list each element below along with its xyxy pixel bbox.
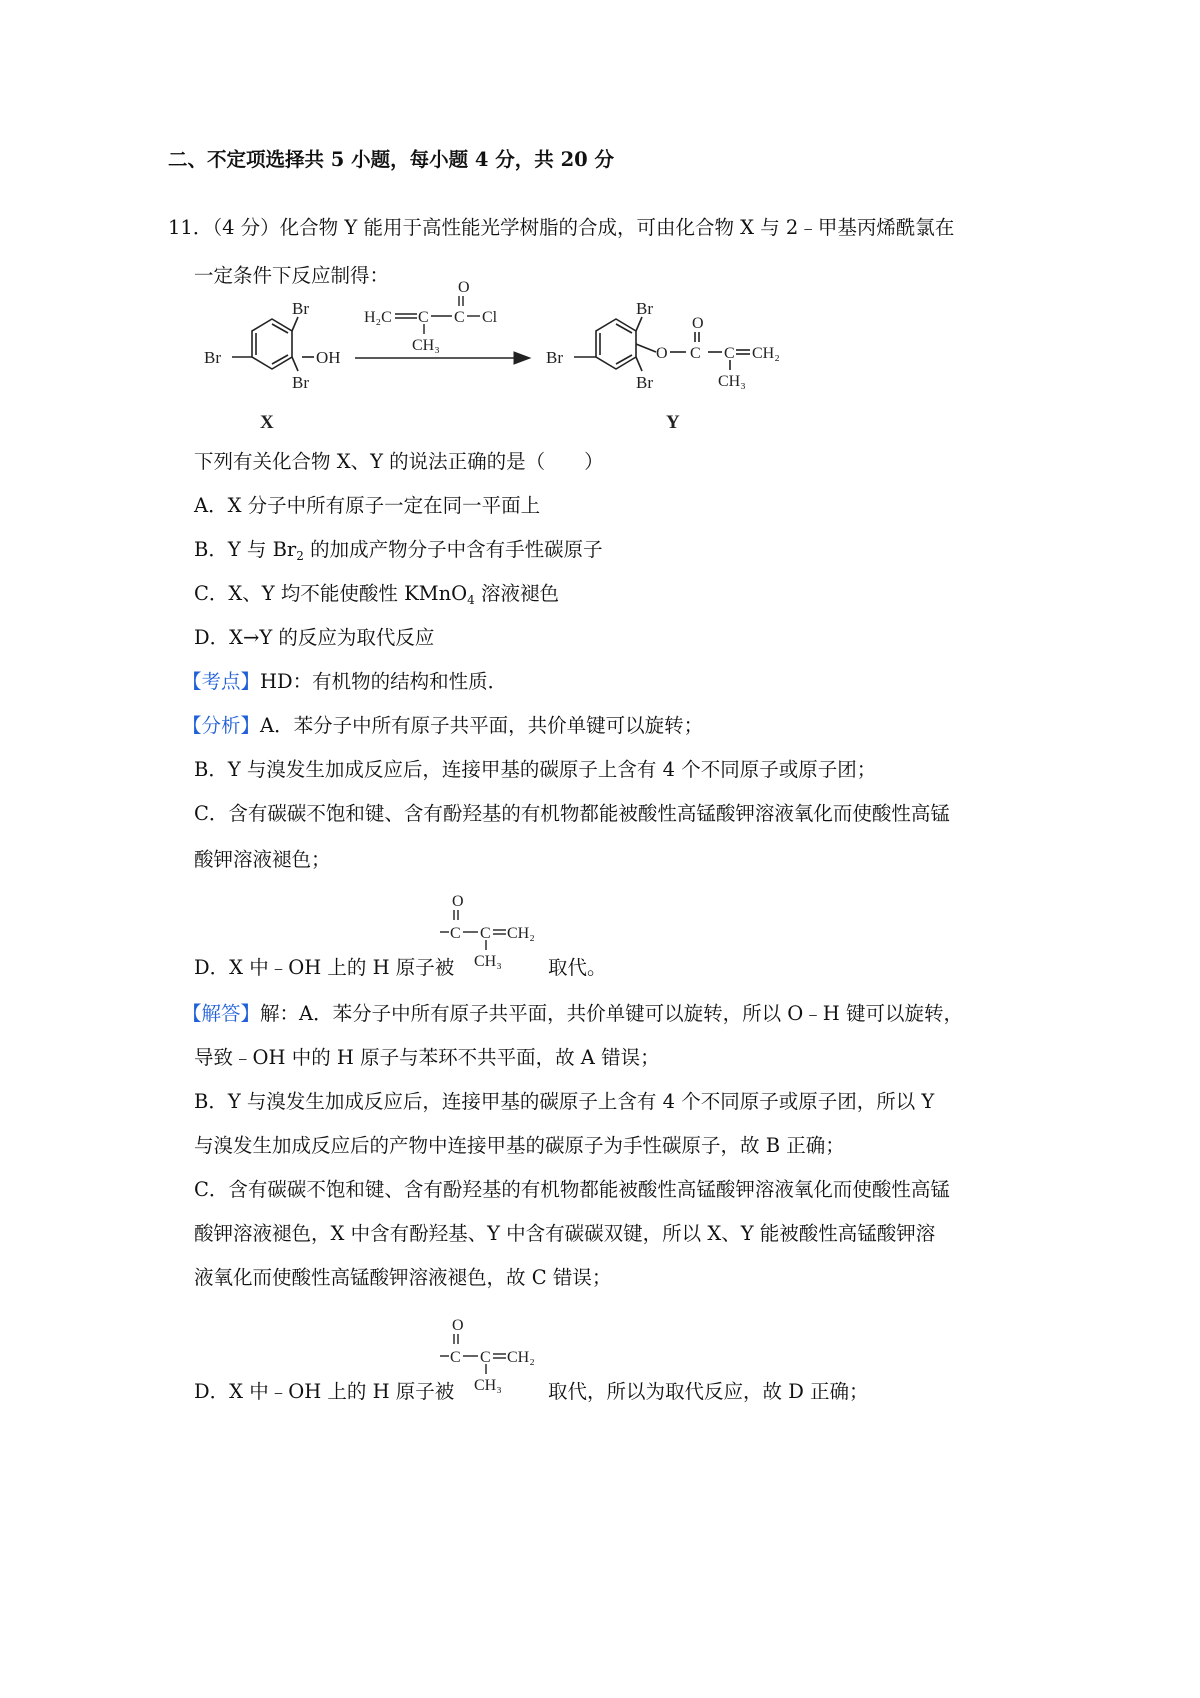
option-a: A．X 分子中所有原子一定在同一平面上 <box>194 494 541 517</box>
fenxi-c2: 酸钾溶液褪色； <box>194 848 331 871</box>
question-line-1: 11．（4 分）化合物 Y 能用于高性能光学树脂的合成，可由化合物 X 与 2﹣甲基丙烯酰氯在 <box>168 216 955 239</box>
option-b-post: 的加成产物分子中含有手性碳原子 <box>303 538 603 561</box>
y-br-bottom: Br <box>636 373 653 392</box>
fenxi-d-post: 取代。 <box>548 956 607 979</box>
jieda-b1: B．Y 与溴发生加成反应后，连接甲基的碳原子上含有 4 个不同原子或原子团，所以 Y <box>194 1090 935 1113</box>
jieda-c3: 液氧化而使酸性高锰酸钾溶液褪色，故 C 错误； <box>194 1266 612 1289</box>
group2-o: O <box>452 1317 464 1334</box>
group1-ch2: CH₂ <box>507 925 535 942</box>
jieda-a1 <box>182 1000 963 1028</box>
section-title: 二、不定项选择共 5 小题，每小题 4 分，共 20 分 <box>168 148 615 171</box>
fenxi-b: B．Y 与溴发生加成反应后，连接甲基的碳原子上含有 4 个不同原子或原子团； <box>194 758 877 781</box>
option-c <box>194 580 559 608</box>
question-line-2: 一定条件下反应制得： <box>194 264 390 287</box>
label-y: Y <box>666 412 680 433</box>
x-br-top: Br <box>292 299 309 318</box>
jieda-c2: 酸钾溶液褪色，X 中含有酚羟基、Y 中含有碳碳双键，所以 X、Y 能被酸性高锰酸钾溶 <box>194 1222 936 1245</box>
group1-o: O <box>452 893 464 910</box>
compound-y <box>574 317 750 371</box>
kaodian <box>182 668 507 696</box>
reagent-cl: Cl <box>482 309 498 326</box>
jieda-b2: 与溴发生加成反应后的产物中连接甲基的碳原子为手性碳原子，故 B 正确； <box>194 1134 845 1157</box>
acyl-group-structure-2 <box>440 1312 560 1394</box>
x-br-bottom: Br <box>292 373 309 392</box>
reagent-c2: C <box>454 309 465 326</box>
option-b-sub: 2 <box>296 549 304 563</box>
reagent-c1: C <box>418 309 429 326</box>
question-prompt: 下列有关化合物 X、Y 的说法正确的是（ ） <box>194 450 604 473</box>
group1-c1: C <box>450 925 461 942</box>
y-carbonyl-o: O <box>692 315 704 332</box>
x-br-left: Br <box>204 348 221 367</box>
y-c2: C <box>724 345 735 362</box>
option-d: D．X→Y 的反应为取代反应 <box>194 626 435 649</box>
jieda-d-pre: D．X 中﹣OH 上的 H 原子被 <box>194 1380 455 1403</box>
reaction-arrow-icon <box>514 352 530 364</box>
y-br-top: Br <box>636 299 653 318</box>
option-b <box>194 536 603 564</box>
y-br-left: Br <box>546 348 563 367</box>
group2-ch3: CH₃ <box>474 1377 502 1394</box>
group1-c2: C <box>480 925 491 942</box>
fenxi-a-text: A．苯分子中所有原子共平面，共价单键可以旋转； <box>260 714 704 737</box>
option-c-sub: 4 <box>467 593 475 607</box>
group1-ch3: CH₃ <box>474 953 502 970</box>
reagent-o: O <box>458 279 470 296</box>
reaction-scheme <box>190 272 830 442</box>
y-ch2: CH₂ <box>752 345 780 362</box>
y-ch3: CH₃ <box>718 373 746 390</box>
group2-c2: C <box>480 1349 491 1366</box>
group2-c1: C <box>450 1349 461 1366</box>
reagent-h2c: H₂C <box>364 309 392 326</box>
x-oh: OH <box>316 348 341 367</box>
y-c1: C <box>690 345 701 362</box>
fenxi-a <box>182 712 703 740</box>
label-x: X <box>260 412 274 433</box>
acyl-group-structure-1 <box>440 888 560 970</box>
kaodian-text: HD：有机物的结构和性质． <box>260 670 508 693</box>
jieda-c1: C．含有碳碳不饱和键、含有酚羟基的有机物都能被酸性高锰酸钾溶液氧化而使酸性高锰 <box>194 1178 950 1201</box>
jieda-d-post: 取代，所以为取代反应，故 D 正确； <box>548 1380 869 1403</box>
fenxi-tag: 【分析】 <box>182 714 261 737</box>
option-b-pre: B．Y 与 Br <box>194 538 297 561</box>
compound-x <box>232 317 314 371</box>
y-ester-o: O <box>656 345 668 362</box>
group2-ch2: CH₂ <box>507 1349 535 1366</box>
option-c-pre: C．X、Y 均不能使酸性 KMnO <box>194 582 468 605</box>
kaodian-tag: 【考点】 <box>182 670 261 693</box>
jieda-tag: 【解答】 <box>182 1002 261 1025</box>
option-c-post: 溶液褪色 <box>474 582 559 605</box>
fenxi-d-pre: D．X 中﹣OH 上的 H 原子被 <box>194 956 455 979</box>
jieda-a2: 导致﹣OH 中的 H 原子与苯环不共平面，故 A 错误； <box>194 1046 660 1069</box>
reagent-ch3: CH₃ <box>412 337 440 354</box>
jieda-a1-text: 解：A．苯分子中所有原子共平面，共价单键可以旋转，所以 O﹣H 键可以旋转， <box>260 1002 963 1025</box>
fenxi-c1: C．含有碳碳不饱和键、含有酚羟基的有机物都能被酸性高锰酸钾溶液氧化而使酸性高锰 <box>194 802 950 825</box>
